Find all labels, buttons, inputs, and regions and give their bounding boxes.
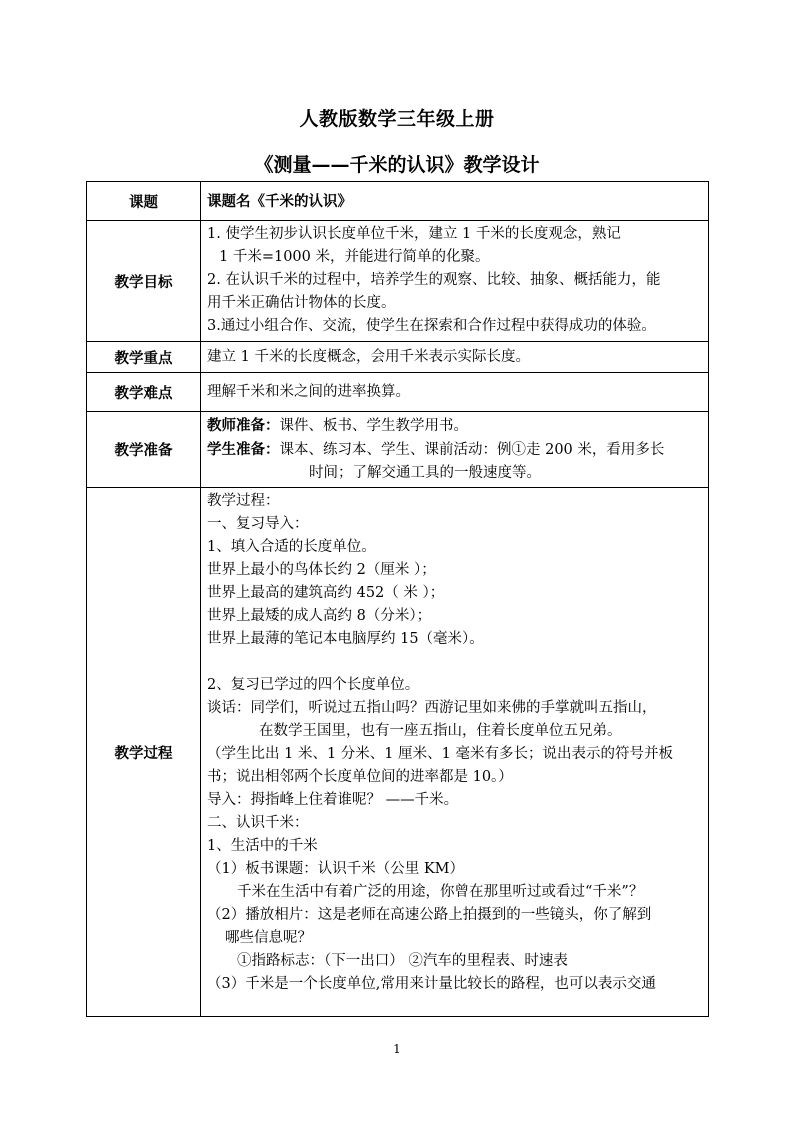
document-subtitle: 《测量——千米的认识》教学设计 (254, 154, 540, 176)
difficulty-label: 教学难点 (87, 373, 201, 412)
process-line: 2、复习已学过的四个长度单位。 (207, 677, 420, 693)
process-content (201, 488, 709, 1017)
key-point-value: 建立 1 千米的长度概念，会用千米表示实际长度。 (201, 342, 709, 373)
table-row (87, 373, 709, 412)
difficulty-value: 理解千米和米之间的进率换算。 (201, 373, 709, 412)
goals-line: 2. 在认识千米的过程中，培养学生的观察、比较、抽象、概括能力，能 (207, 272, 661, 288)
teacher-prep-line (207, 414, 702, 438)
goals-line: 3.通过小组合作、交流，使学生在探索和合作过程中获得成功的体验。 (207, 318, 656, 334)
prep-content (201, 412, 709, 488)
student-prep-value: 课本、练习本、学生、课前活动：例①走 200 米，看用多长 (279, 442, 665, 458)
process-line: （2）播放相片：这是老师在高速公路上拍摄到的一些镜头，你了解到 (207, 907, 652, 923)
document-title: 人教版数学三年级上册 (299, 108, 495, 130)
process-line: 世界上最小的鸟体长约 2（厘米 ）； (207, 562, 436, 578)
page-number: 1 (393, 1042, 401, 1056)
process-label: 教学过程 (87, 488, 201, 1017)
table-row (87, 412, 709, 488)
topic-label: 课题 (87, 182, 201, 221)
process-line: 千米在生活中有着广泛的用途，你曾在那里听过或看过“千米”？ (237, 884, 644, 900)
student-prep-line: 时间；了解交通工具的一般速度等。 (309, 465, 541, 481)
process-line: 世界上最薄的笔记本电脑厚约 15（毫米）。 (207, 631, 484, 647)
goals-content (201, 221, 709, 342)
goals-line: 1 千米=1000 米，并能进行简单的化聚。 (219, 249, 490, 265)
process-line: 二、认识千米： (207, 815, 309, 831)
process-line: （3）千米是一个长度单位,常用来计量比较长的路程，也可以表示交通 (207, 976, 656, 992)
blank-line (207, 651, 702, 674)
process-line: 1、生活中的千米 (207, 838, 318, 854)
table-row (87, 221, 709, 342)
prep-label: 教学准备 (87, 412, 201, 488)
goals-line: 用千米正确估计物体的长度。 (207, 295, 396, 311)
lesson-plan-table (86, 181, 709, 1017)
process-line: 一、复习导入： (207, 516, 309, 532)
process-line: （学生比出 1 米、1 分米、1 厘米、1 毫米有多长；说出表示的符号并板 (207, 746, 673, 762)
process-line: 世界上最矮的成人高约 8（分米）； (207, 608, 432, 624)
process-line: 谈话：同学们，听说过五指山吗？西游记里如来佛的手掌就叫五指山， (207, 700, 657, 716)
goals-label: 教学目标 (87, 221, 201, 342)
process-line: 导入：拇指峰上住着谁呢？ ——千米。 (207, 792, 459, 808)
process-line: 在数学王国里，也有一座五指山，住着长度单位五兄弟。 (259, 723, 622, 739)
process-line: 世界上最高的建筑高约 452（ 米 ）； (207, 585, 445, 601)
process-line: 教学过程： (207, 493, 280, 509)
student-prep-line (207, 438, 702, 462)
topic-value: 课题名《千米的认识》 (201, 182, 709, 221)
process-line: 1、填入合适的长度单位。 (207, 539, 376, 555)
process-line: （1）板书课题：认识千米（公里 KM） (207, 861, 465, 877)
table-row (87, 342, 709, 373)
process-line: 哪些信息呢？ (225, 930, 312, 946)
goals-line: 1. 使学生初步认识长度单位千米，建立 1 千米的长度观念，熟记 (207, 226, 621, 242)
process-line: 书；说出相邻两个长度单位间的进率都是 10。） (207, 769, 513, 785)
teacher-prep-label: 教师准备： (207, 417, 280, 434)
process-line: ①指路标志：（下一出口） ②汽车的里程表、时速表 (237, 953, 568, 969)
table-row (87, 182, 709, 221)
table-row (87, 488, 709, 1017)
key-point-label: 教学重点 (87, 342, 201, 373)
teacher-prep-value: 课件、板书、学生教学用书。 (279, 418, 468, 434)
student-prep-label: 学生准备： (207, 441, 280, 458)
